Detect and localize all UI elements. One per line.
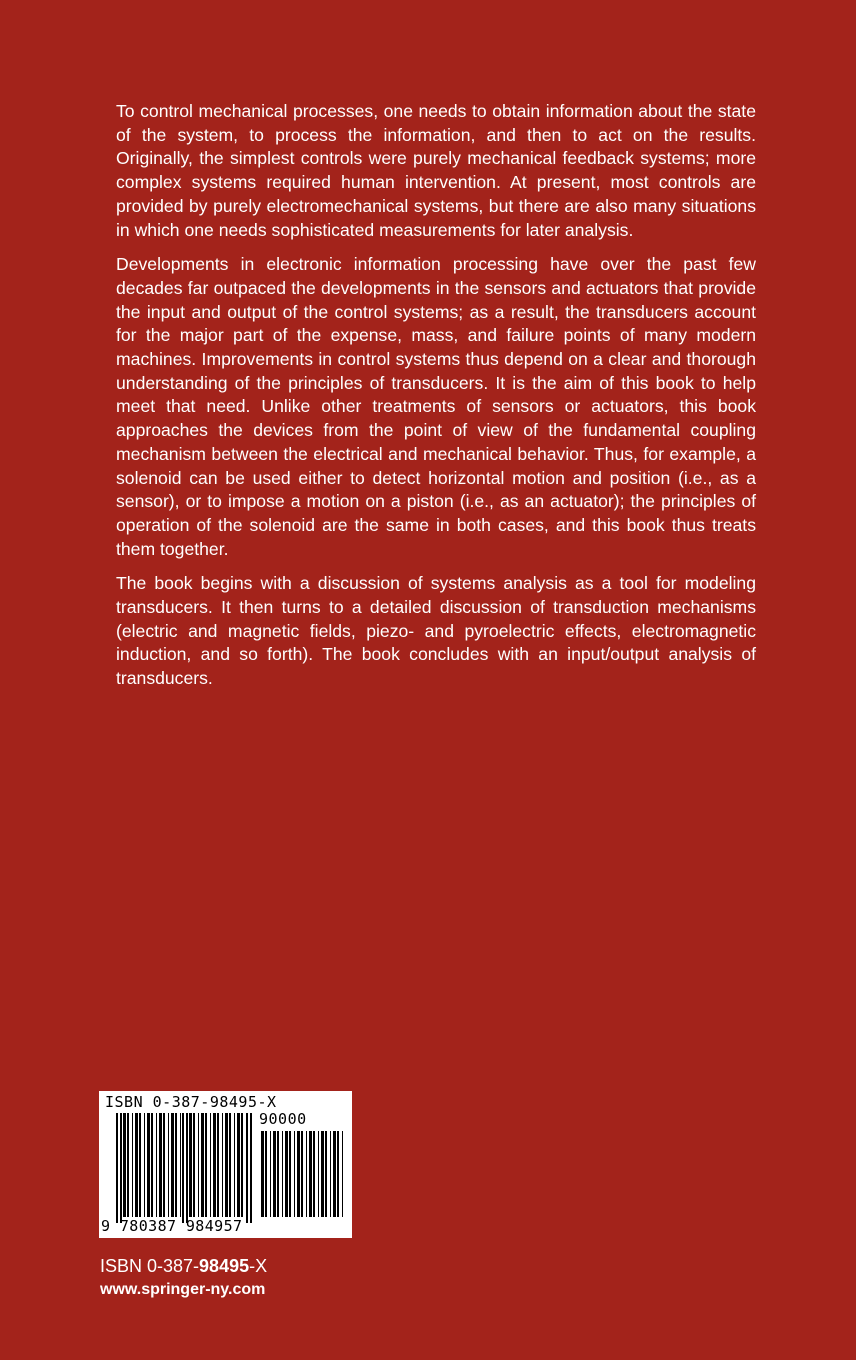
barcode-bar	[198, 1113, 199, 1217]
barcode-bar	[123, 1113, 126, 1217]
barcode-price-code: 90000	[259, 1110, 307, 1128]
barcode-bar	[325, 1131, 327, 1217]
barcode-bar	[132, 1113, 133, 1217]
barcode-guard-bar	[250, 1113, 252, 1223]
barcode-bar	[189, 1113, 192, 1217]
barcode-bar	[289, 1131, 291, 1217]
barcode-bar	[306, 1131, 307, 1217]
barcode-digits: 9 780387 984957	[101, 1217, 243, 1235]
barcode-bar	[265, 1131, 267, 1217]
barcode-bar	[241, 1113, 243, 1217]
barcode-bar	[318, 1131, 319, 1217]
isbn-bold-part: 98495	[199, 1256, 250, 1276]
barcode-bar	[333, 1131, 336, 1217]
barcode-bar	[273, 1131, 276, 1217]
barcode-guard-bar	[116, 1113, 118, 1223]
publisher-website[interactable]: www.springer-ny.com	[100, 1281, 266, 1298]
barcode-bar	[159, 1113, 162, 1217]
isbn-barcode	[99, 1091, 352, 1238]
barcode-bar	[285, 1131, 288, 1217]
barcode-bar	[213, 1113, 216, 1217]
barcode-bar	[163, 1113, 165, 1217]
barcode-bar	[205, 1113, 207, 1217]
isbn-prefix: ISBN 0-387-	[100, 1256, 200, 1276]
barcode-isbn-text: ISBN 0-387-98495-X	[105, 1093, 277, 1111]
isbn-label	[100, 1256, 267, 1277]
barcode-bar	[229, 1113, 231, 1217]
book-description	[116, 100, 756, 702]
barcode-bar	[277, 1131, 279, 1217]
barcode-bar	[171, 1113, 174, 1217]
barcode-bar	[297, 1131, 300, 1217]
barcode-bar	[217, 1113, 219, 1217]
barcode-guard-bar	[186, 1113, 188, 1223]
barcode-bar	[261, 1131, 264, 1217]
barcode-bar	[180, 1113, 181, 1217]
barcode-bar	[139, 1113, 141, 1217]
barcode-bars	[99, 1091, 352, 1238]
description-paragraph-2: Developments in electronic information processing have over the past few decades far outpaced the developments in the sensors and actuators that provide the input and output of the control systems; as a result, the transducers account for the major part of the expense, mass, and failure points of many modern machines. Improvements in control systems thus depend on a clear and thorough understanding of the principles of transducers. It is the aim of this book to help meet that need. Unlike other treatments of sensors or actuators, this book approaches the devices from the point of view of the fundamental coupling mechanism between the electrical and mechanical behavior. Thus, for example, a solenoid can be used either to detect horizontal motion and position (i.e., as a sensor), or to impose a motion on a piston (i.e., as an actuator); the principles of operation of the solenoid are the same in both cases, and this book thus treats them together.	[116, 254, 756, 559]
description-paragraph-1: To control mechanical processes, one needs to obtain information about the state of the system, to process the information, and then to act on the results. Originally, the simplest controls were purely mechanical feedback systems; more complex systems required human intervention. At present, most controls are provided by purely electromechanical systems, but there are also many situations in which one needs sophisticated measurements for later analysis.	[116, 101, 756, 240]
barcode-bar	[201, 1113, 204, 1217]
barcode-bar	[222, 1113, 223, 1217]
barcode-guard-bar	[120, 1113, 122, 1223]
barcode-bar	[127, 1113, 129, 1217]
barcode-bar	[147, 1113, 150, 1217]
barcode-bar	[330, 1131, 331, 1217]
isbn-suffix: -X	[249, 1256, 268, 1276]
barcode-bar	[144, 1113, 145, 1217]
barcode-bar	[234, 1113, 235, 1217]
barcode-bar	[135, 1113, 138, 1217]
barcode-bar	[193, 1113, 195, 1217]
barcode-bar	[225, 1113, 228, 1217]
barcode-bar	[282, 1131, 283, 1217]
barcode-bar	[175, 1113, 177, 1217]
description-paragraph-3: The book begins with a discussion of systems analysis as a tool for modeling transducers. It then turns to a detailed discussion of transduction mechanisms (electric and magnetic fields, piezo- and pyroelectric effects, electromagnetic induction, and so forth). The book concludes with an input/output analysis of transducers.	[116, 573, 756, 689]
barcode-guard-bar	[182, 1113, 184, 1223]
barcode-bar	[301, 1131, 303, 1217]
barcode-bar	[294, 1131, 295, 1217]
barcode-bar	[237, 1113, 240, 1217]
barcode-bar	[151, 1113, 153, 1217]
barcode-guard-bar	[246, 1113, 248, 1223]
barcode-bar	[156, 1113, 157, 1217]
barcode-bar	[337, 1131, 339, 1217]
barcode-bar	[168, 1113, 169, 1217]
barcode-bar	[321, 1131, 324, 1217]
barcode-bar	[270, 1131, 271, 1217]
barcode-bar	[210, 1113, 211, 1217]
barcode-bar	[309, 1131, 312, 1217]
barcode-bar	[342, 1131, 343, 1217]
barcode-bar	[313, 1131, 315, 1217]
